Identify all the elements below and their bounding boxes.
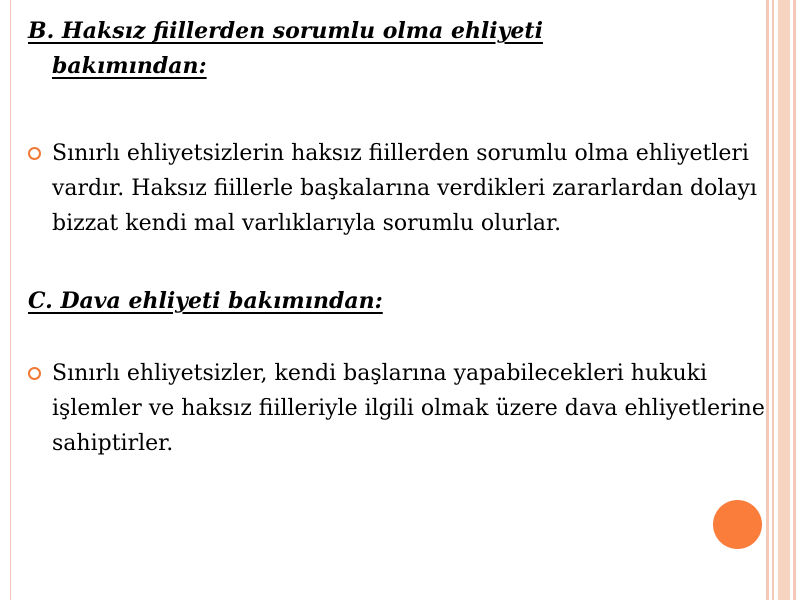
section-c-bullet-text: Sınırlı ehliyetsizler, kendi başlarına yapabilecekleri hukuki işlemler ve haksız fiilleriyle ilgili olmak üzere dava ehliyetlerine sahiptirler. bbox=[52, 361, 765, 456]
orange-ring-bullet-icon bbox=[28, 147, 41, 160]
section-b-bullet-text: Sınırlı ehliyetsizlerin haksız fiillerden sorumlu olma ehliyetleri vardır. Haksız fiillerle başkalarına verdikleri zararlardan dolayı bizzat kendi mal varlıklarıyla sorumlu olurlar. bbox=[52, 141, 757, 236]
section-b-heading-line1: B. Haksız fiillerden sorumlu olma ehliyeti bbox=[28, 18, 543, 44]
section-c-heading bbox=[28, 284, 768, 319]
orange-circle-decoration bbox=[713, 500, 762, 549]
left-border-line bbox=[10, 0, 11, 600]
section-b-heading bbox=[28, 14, 768, 84]
right-stripe-4 bbox=[793, 0, 796, 600]
section-b-bullet bbox=[28, 136, 768, 241]
section-c-bullet bbox=[28, 356, 768, 461]
section-b-heading-line2: bakımından: bbox=[52, 53, 207, 79]
orange-ring-bullet-icon bbox=[28, 367, 41, 380]
right-stripe-2 bbox=[772, 0, 774, 600]
slide-content bbox=[28, 14, 768, 461]
right-stripe-3 bbox=[778, 0, 790, 600]
section-c-heading-text: C. Dava ehliyeti bakımından: bbox=[28, 288, 383, 314]
